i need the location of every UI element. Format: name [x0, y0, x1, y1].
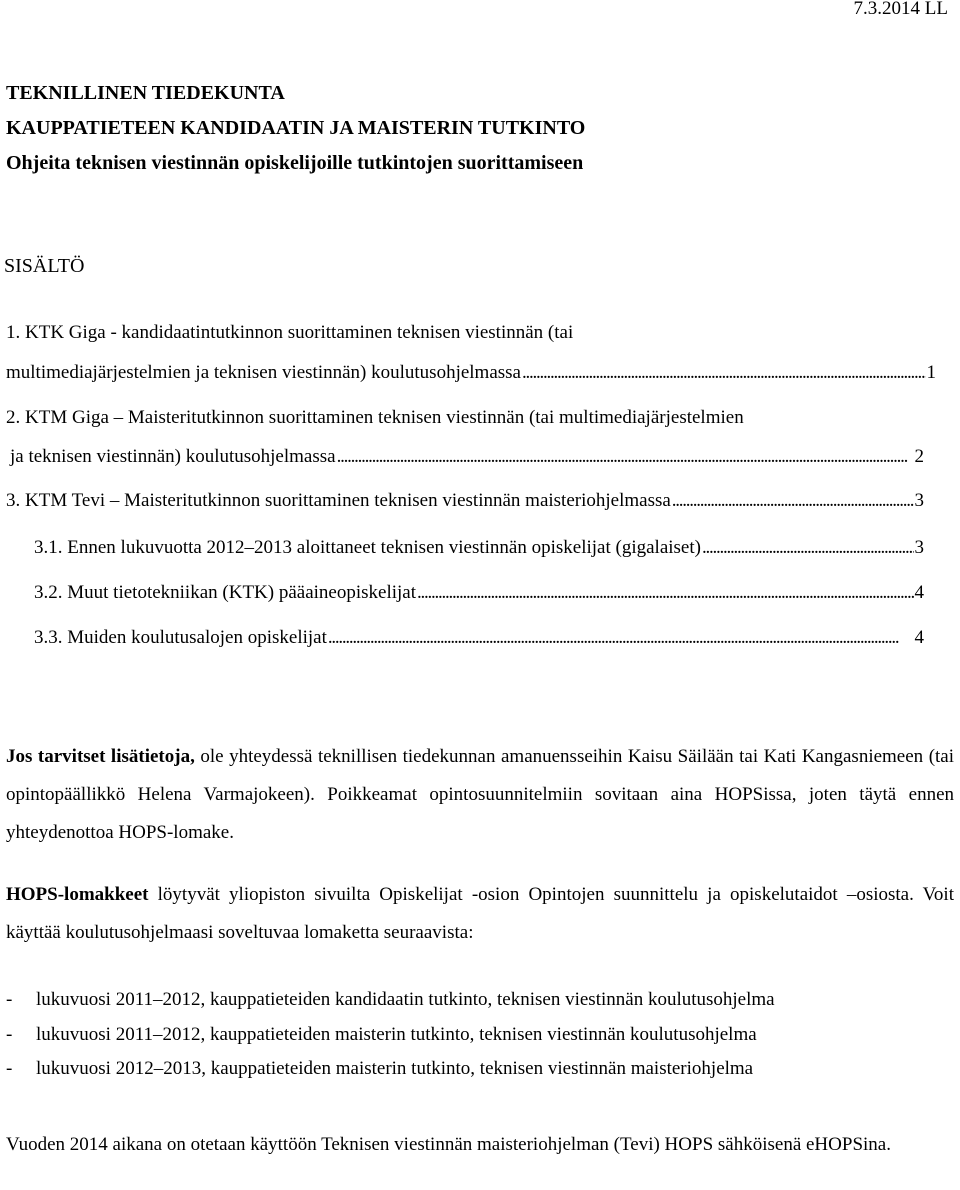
toc-leader — [702, 537, 914, 559]
hops-text: löytyvät yliopiston sivuilta Opiskelijat -osion Opintojen suunnittelu ja opiskelutaidot –osiosta. Voit käyttää koulutusohjelmaasi soveltuvaa lomaketta seuraavista: — [6, 884, 954, 943]
hops-lead: HOPS-lomakkeet — [6, 884, 149, 905]
toc-item-2-line2: ja teknisen viestinnän) koulutusohjelmassa — [10, 446, 336, 467]
list-dash: - — [6, 1024, 13, 1045]
toc-item-3-3-page: 4 — [914, 627, 924, 648]
contact-lead: Jos tarvitset lisätietoja, — [6, 746, 195, 767]
toc-item-1-page: 1 — [926, 362, 936, 383]
toc-title: SISÄLTÖ — [4, 255, 85, 277]
toc-item-3-1-page: 3 — [914, 537, 924, 558]
toc-item-2-line1[interactable]: 2. KTM Giga – Maisteritutkinnon suorittaminen teknisen viestinnän (tai multimediajärjestelmien — [6, 407, 744, 428]
toc-item-3-1[interactable] — [34, 537, 924, 559]
toc-item-3-text: 3. KTM Tevi – Maisteritutkinnon suorittaminen teknisen viestinnän maisteriohjelmassa — [6, 490, 671, 511]
list-dash: - — [6, 989, 13, 1010]
toc-leader — [417, 582, 913, 604]
toc-leader — [328, 627, 914, 649]
toc-item-3[interactable] — [6, 490, 924, 512]
list-item — [6, 1058, 753, 1080]
toc-item-1-line1[interactable]: 1. KTK Giga - kandidaatintutkinnon suorittaminen teknisen viestinnän (tai — [6, 322, 574, 343]
list-item-text: lukuvuosi 2011–2012, kauppatieteiden maisterin tutkinto, teknisen viestinnän koulutusohjelma — [36, 1024, 757, 1045]
contact-paragraph — [6, 738, 954, 852]
document-header — [6, 76, 585, 181]
toc-item-3-2-page: 4 — [914, 582, 924, 603]
list-item-text: lukuvuosi 2011–2012, kauppatieteiden kandidaatin tutkinto, teknisen viestinnän koulutusohjelma — [36, 989, 775, 1010]
toc-leader — [672, 490, 914, 512]
toc-leader — [522, 362, 926, 384]
list-item-text: lukuvuosi 2012–2013, kauppatieteiden maisterin tutkinto, teknisen viestinnän maisteriohjelma — [36, 1058, 754, 1079]
list-dash: - — [6, 1058, 13, 1079]
toc-item-1[interactable] — [6, 362, 936, 384]
document-subtitle: Ohjeita teknisen viestinnän opiskelijoille tutkintojen suorittamiseen — [6, 152, 584, 174]
hops-paragraph — [6, 876, 954, 952]
ehops-paragraph: Vuoden 2014 aikana on otetaan käyttöön Teknisen viestinnän maisteriohjelman (Tevi) HOPS sähköisenä eHOPSina. — [6, 1134, 891, 1155]
toc-item-3-2-text: 3.2. Muut tietotekniikan (KTK) pääaineopiskelijat — [34, 582, 417, 603]
degree-title: KAUPPATIETEEN KANDIDAATIN JA MAISTERIN TUTKINTO — [6, 117, 586, 139]
list-item — [6, 989, 775, 1011]
toc-item-1-line2: multimediajärjestelmien ja teknisen viestinnän) koulutusohjelmassa — [6, 362, 521, 383]
toc-item-3-1-text: 3.1. Ennen lukuvuotta 2012–2013 aloittaneet teknisen viestinnän opiskelijat (gigalaiset) — [34, 537, 701, 558]
toc-item-3-page: 3 — [914, 490, 924, 511]
toc-item-3-2[interactable] — [34, 582, 924, 604]
document-date: 7.3.2014 LL — [853, 0, 948, 19]
list-item — [6, 1024, 757, 1046]
toc-leader — [337, 446, 914, 468]
toc-item-3-3[interactable] — [34, 627, 924, 649]
faculty-title: TEKNILLINEN TIEDEKUNTA — [6, 82, 285, 104]
contact-text: ole yhteydessä teknillisen tiedekunnan amanuensseihin Kaisu Säilään tai Kati Kangasniemeen (tai opintopäällikkö Helena Varmajokeen). Poikkeamat opintosuunnitelmiin sovitaan aina HOPSissa, joten täytä ennen yhteydenottoa HOPS-lomake. — [6, 746, 955, 843]
toc-item-2-page: 2 — [914, 446, 924, 467]
toc-item-2[interactable] — [10, 446, 924, 468]
toc-item-3-3-text: 3.3. Muiden koulutusalojen opiskelijat — [34, 627, 327, 648]
